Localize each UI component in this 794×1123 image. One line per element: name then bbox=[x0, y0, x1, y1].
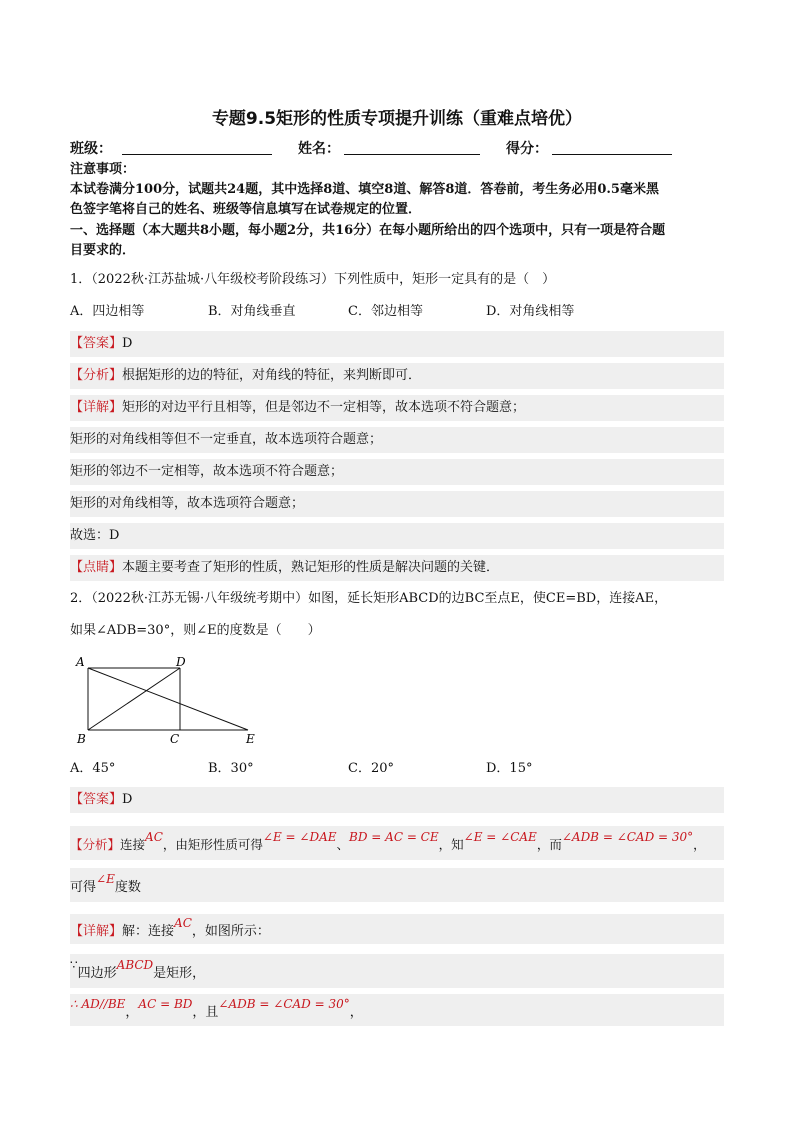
because-symbol: ∵ bbox=[70, 958, 78, 972]
q1-option-c[interactable]: C．邻边相等 bbox=[348, 304, 423, 319]
label-b: B bbox=[77, 732, 86, 746]
q2-option-d[interactable]: D．15° bbox=[486, 761, 533, 776]
segment-ae bbox=[88, 668, 248, 730]
diagonal-bd bbox=[88, 668, 180, 730]
q2-detail bbox=[70, 914, 724, 944]
detail-text: ， bbox=[349, 1005, 363, 1020]
detail-text: 是矩形， bbox=[153, 966, 206, 981]
detail-text: ，且 bbox=[192, 1005, 219, 1020]
q1-option-b[interactable]: B．对角线垂直 bbox=[208, 304, 296, 319]
math-expr: ∠E = ∠DAE bbox=[262, 830, 337, 844]
page-title: 专题9.5矩形的性质专项提升训练（重难点培优） bbox=[211, 109, 583, 129]
rectangle-figure bbox=[74, 652, 270, 748]
q1-option-d[interactable]: D．对角线相等 bbox=[486, 304, 575, 319]
math-expr: ∠ADB = ∠CAD = 30° bbox=[561, 830, 694, 844]
q1-choose: 故选：D bbox=[70, 523, 724, 549]
q1-detail-1 bbox=[70, 395, 724, 421]
q1-analysis bbox=[70, 363, 724, 389]
answer-value: D bbox=[122, 336, 133, 351]
math-expr: ∴ AD//BE bbox=[70, 997, 126, 1011]
math-expr: AC bbox=[174, 916, 192, 930]
name-label: 姓名： bbox=[298, 141, 340, 157]
q1-comment bbox=[70, 555, 724, 581]
comment-text: 本题主要考查了矩形的性质，熟记矩形的性质是解决问题的关键． bbox=[122, 560, 500, 575]
detail-text: ， bbox=[125, 1005, 139, 1020]
analysis-text: 可得 bbox=[70, 880, 97, 895]
math-expr: ∠E bbox=[96, 872, 115, 886]
math-expr: BD = AC = CE bbox=[349, 830, 439, 844]
student-info-row bbox=[70, 138, 724, 158]
analysis-text: ，知 bbox=[438, 837, 464, 852]
analysis-text: 度数 bbox=[114, 880, 141, 895]
notice-line-1: 本试卷满分100分，试题共24题，其中选择8道、填空8道、解答8道．答卷前，考生务必用0.5毫米黑 bbox=[70, 182, 659, 197]
label-c: C bbox=[170, 732, 180, 746]
math-expr: ∠E = ∠CAE bbox=[463, 830, 537, 844]
score-label: 得分： bbox=[506, 141, 548, 157]
section-heading-line-2: 目要求的． bbox=[70, 243, 136, 258]
class-blank[interactable] bbox=[122, 154, 272, 155]
label-d: D bbox=[176, 655, 186, 669]
detail-text: ，如图所示： bbox=[191, 924, 270, 939]
q2-stem-line-2: 如果∠ADB=30°，则∠E的度数是（ ） bbox=[70, 623, 321, 638]
answer-tag: 【答案】 bbox=[70, 336, 123, 351]
detail-tag: 【详解】 bbox=[70, 924, 123, 939]
notice-heading: 注意事项： bbox=[70, 162, 136, 177]
section-heading-line-1: 一、选择题（本大题共8小题，每小题2分，共16分）在每小题所给出的四个选项中，只有一项是符合题 bbox=[70, 223, 666, 238]
q2-option-a[interactable]: A．45° bbox=[70, 761, 116, 776]
q2-detail-line-2 bbox=[70, 994, 724, 1026]
class-label: 班级： bbox=[70, 141, 112, 157]
analysis-text: 根据矩形的边的特征，对角线的特征，来判断即可． bbox=[122, 368, 422, 383]
q1-option-a[interactable]: A．四边相等 bbox=[70, 304, 145, 319]
answer-tag: 【答案】 bbox=[70, 792, 123, 807]
q1-stem: 1．（2022秋·江苏盐城·八年级校考阶段练习）下列性质中，矩形一定具有的是（ ） bbox=[70, 272, 556, 287]
math-expr: AC = BD bbox=[138, 997, 193, 1011]
detail-tag: 【详解】 bbox=[70, 400, 123, 415]
q1-options bbox=[70, 302, 724, 322]
notice-line-2: 色签字笔将自己的姓名、班级等信息填写在试卷规定的位置． bbox=[70, 202, 422, 217]
name-blank[interactable] bbox=[344, 154, 480, 155]
answer-value: D bbox=[122, 792, 133, 807]
q2-option-c[interactable]: C．20° bbox=[348, 761, 394, 776]
detail-text: 矩形的对边平行且相等，但是邻边不一定相等，故本选项不符合题意； bbox=[122, 400, 526, 415]
detail-text: 四边形 bbox=[77, 966, 117, 981]
analysis-text: 、 bbox=[336, 837, 350, 852]
q2-analysis bbox=[70, 826, 724, 860]
analysis-text: ， bbox=[693, 837, 706, 852]
q2-option-b[interactable]: B．30° bbox=[208, 761, 254, 776]
q1-detail-3: 矩形的邻边不一定相等，故本选项不符合题意； bbox=[70, 459, 724, 485]
analysis-tag: 【分析】 bbox=[70, 837, 121, 852]
label-a: A bbox=[76, 655, 85, 669]
q1-answer bbox=[70, 331, 724, 357]
q2-answer bbox=[70, 787, 724, 813]
score-blank[interactable] bbox=[552, 154, 672, 155]
q2-analysis-line-2 bbox=[70, 868, 724, 902]
analysis-text: ，而 bbox=[536, 837, 562, 852]
q1-detail-4: 矩形的对角线相等，故本选项符合题意； bbox=[70, 491, 724, 517]
detail-text: 解：连接 bbox=[122, 924, 175, 939]
q2-stem-line-1: 2．（2022秋·江苏无锡·八年级统考期中）如图，延长矩形ABCD的边BC至点E，使CE=BD，连接AE， bbox=[70, 591, 668, 606]
comment-tag: 【点睛】 bbox=[70, 560, 123, 575]
label-e: E bbox=[246, 732, 255, 746]
q1-detail-2: 矩形的对角线相等但不一定垂直，故本选项符合题意； bbox=[70, 427, 724, 453]
q2-options bbox=[70, 759, 724, 779]
math-expr: ABCD bbox=[116, 958, 154, 972]
math-expr: ∠ADB = ∠CAD = 30° bbox=[218, 997, 350, 1011]
analysis-tag: 【分析】 bbox=[70, 368, 123, 383]
math-expr: AC bbox=[145, 830, 163, 844]
analysis-text: 连接 bbox=[120, 837, 146, 852]
q2-detail-line-1 bbox=[70, 954, 724, 988]
analysis-text: ，由矩形性质可得 bbox=[162, 837, 263, 852]
